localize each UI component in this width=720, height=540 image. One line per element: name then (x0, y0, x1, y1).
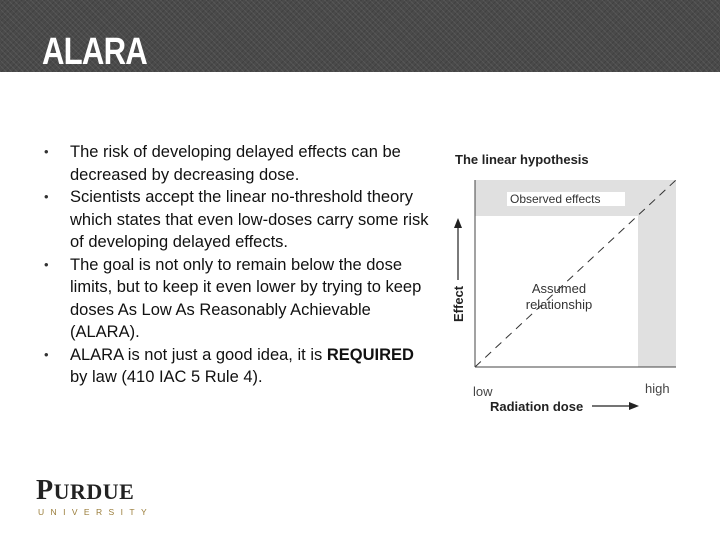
bullet-text-required: REQUIRED (326, 345, 414, 364)
bullet-glyph: • (44, 346, 49, 362)
logo-rest: URDUE (53, 479, 135, 504)
radiation-dose-label: Radiation dose (490, 399, 584, 414)
x-axis-arrowhead (629, 402, 639, 410)
bullet-item (40, 254, 430, 344)
high-label: high (645, 381, 670, 396)
y-axis-arrowhead (454, 218, 462, 228)
bullet-item (40, 186, 430, 254)
bullet-glyph: • (44, 256, 49, 272)
bullet-text: The risk of developing delayed effects can be decreased by decreasing dose. (70, 143, 401, 184)
bullet-item (40, 344, 430, 389)
observed-effects-label: Observed effects (510, 192, 601, 206)
bullet-list (40, 141, 430, 389)
bullet-item (40, 141, 430, 186)
bullet-text: Scientists accept the linear no-threshold theory which states that even low-doses carry some risk of developing delayed effects. (70, 188, 429, 251)
linear-hypothesis-diagram (440, 140, 690, 430)
bullet-text-after: by law (410 IAC 5 Rule 4). (70, 368, 263, 386)
assumed-label-line2: relationship (525, 297, 593, 312)
bullet-text-before: ALARA is not just a good idea, it is (70, 345, 327, 364)
bullet-glyph: • (44, 189, 49, 204)
logo-initial: P (36, 475, 54, 506)
assumed-label-line1: Assumed (531, 281, 587, 296)
effect-axis-label: Effect (451, 285, 466, 322)
bullet-glyph: • (44, 144, 49, 159)
low-label: low (473, 384, 493, 399)
high-dose-region (638, 180, 676, 367)
logo-subtitle: UNIVERSITY (38, 507, 154, 517)
diagram-title: The linear hypothesis (455, 152, 589, 167)
slide-title: ALARA (42, 31, 147, 73)
purdue-logo (36, 476, 166, 522)
logo-wordmark (36, 476, 134, 507)
bullet-text: The goal is not only to remain below the dose limits, but to keep it even lower by trying to keep doses As Low As Reasonably Achievable (ALARA). (70, 255, 422, 341)
